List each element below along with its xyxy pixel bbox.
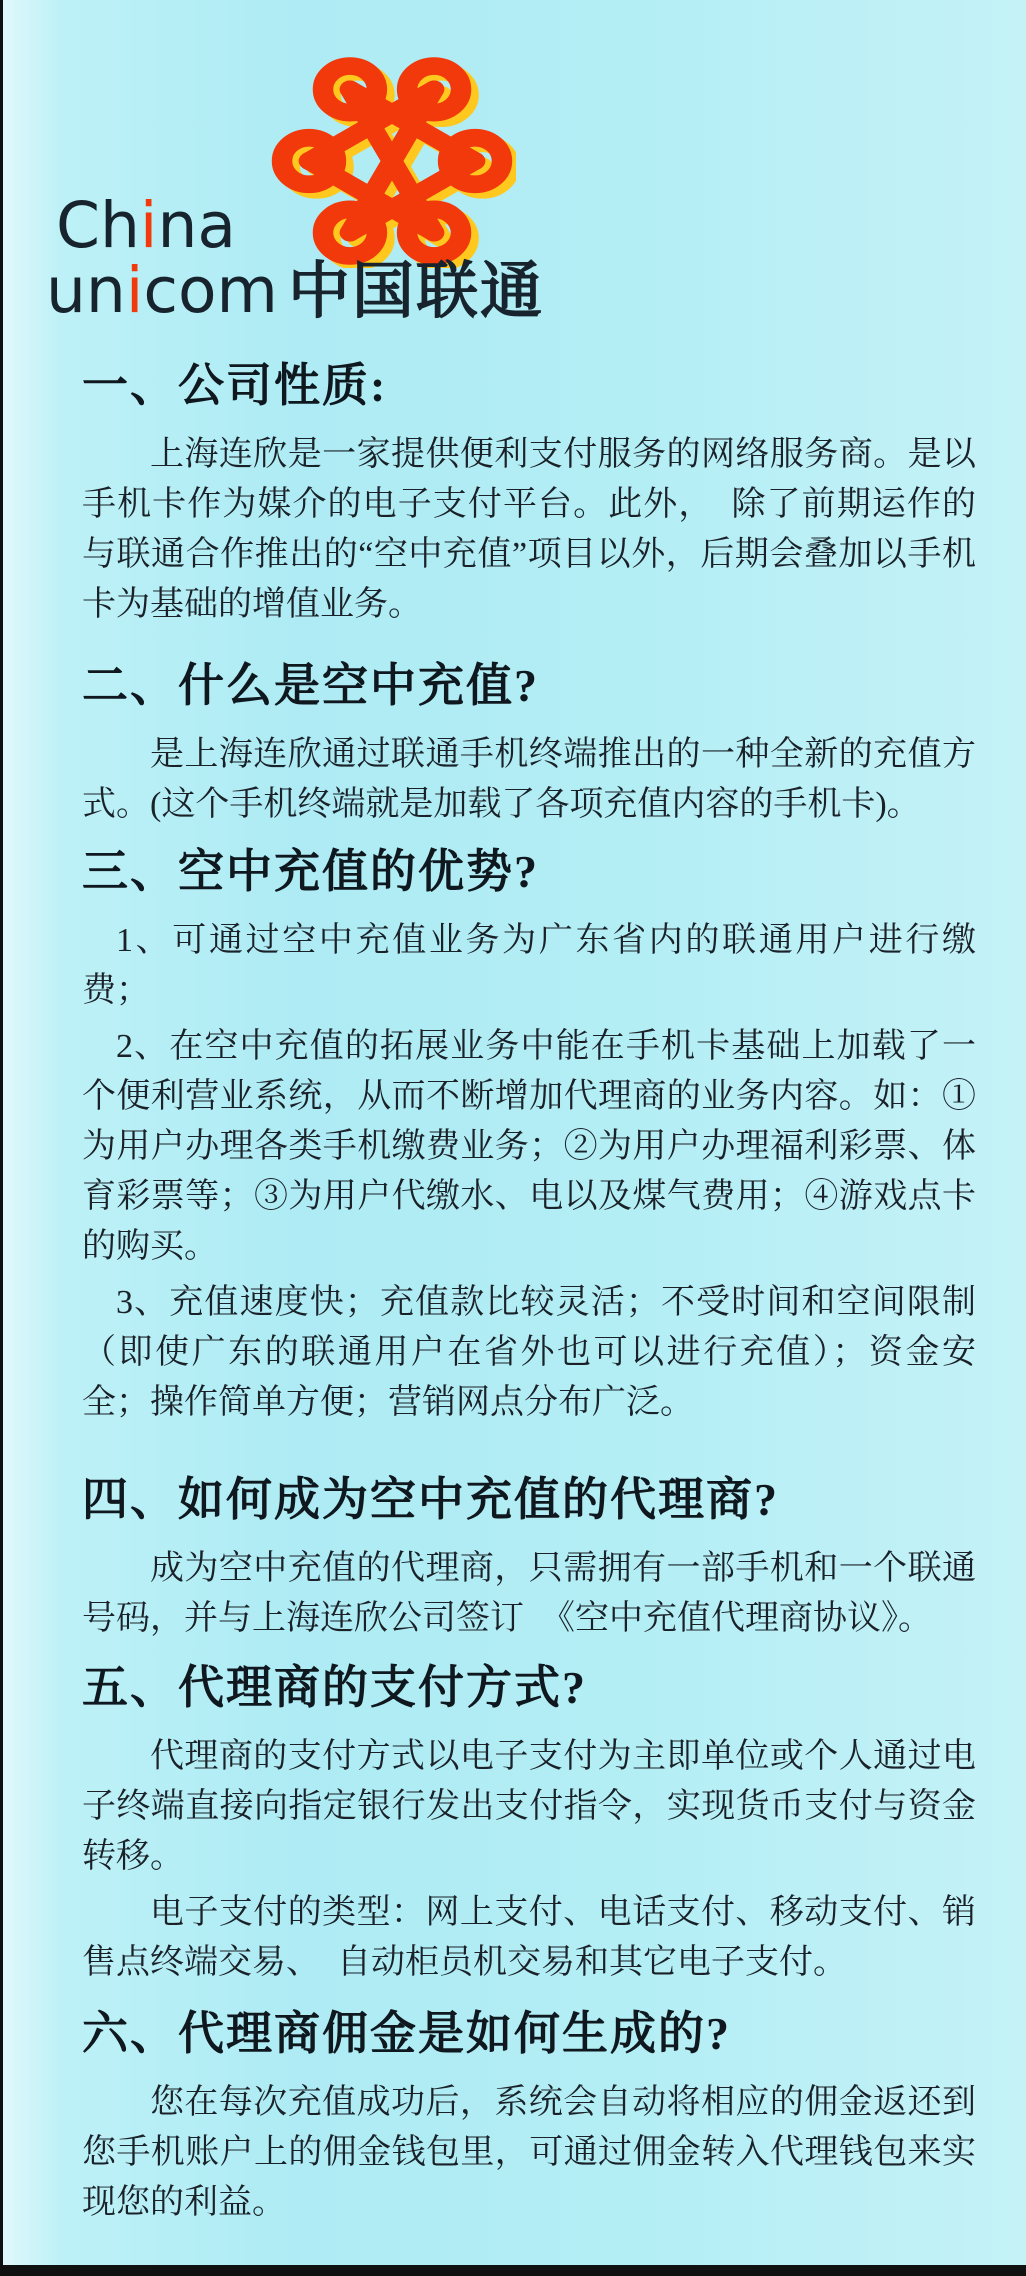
logo-text-china	[56, 189, 236, 262]
section-3-heading: 三、空中充值的优势?	[82, 846, 539, 897]
unicom-logo-header	[0, 0, 1026, 330]
logo-china-part2: na	[157, 189, 236, 262]
section-1-paragraph: 上海连欣是一家提供便利支付服务的网络服务商。是以手机卡作为媒介的电子支付平台。此外， 除了前期运作的与联通合作推出的“空中充值”项目以外，后期会叠加以手机卡为基础的增值业务。	[82, 436, 976, 623]
logo-text-unicom	[46, 254, 544, 327]
section-1-heading: 一、公司性质:	[82, 360, 388, 411]
section-5-paragraph-2: 电子支付的类型：网上支付、电话支付、移动支付、销售点终端交易、 自动柜员机交易和其它电子支付。	[82, 1894, 976, 1981]
unicom-knot-icon	[268, 54, 516, 268]
logo-china-red-i: i	[139, 189, 158, 262]
section-become-agent	[82, 1472, 976, 1644]
section-3-item-3: 3、充值速度快；充值款比较灵活；不受时间和空间限制（即使广东的联通用户在省外也可以进行充值）；资金安全；操作简单方便；营销网点分布广泛。	[82, 1284, 976, 1421]
section-commission	[82, 2006, 976, 2228]
logo-unicom-part1: un	[46, 254, 126, 327]
section-2-paragraph: 是上海连欣通过联通手机终端推出的一种全新的充值方式。(这个手机终端就是加载了各项充值内容的手机卡)。	[82, 736, 976, 823]
leaflet-content	[0, 358, 1026, 2228]
scan-left-edge	[0, 0, 3, 2276]
section-what-is-air-recharge	[82, 658, 976, 830]
scan-bottom-edge	[0, 2265, 1026, 2276]
section-5-heading: 五、代理商的支付方式?	[82, 1662, 587, 1713]
logo-china-part1: Ch	[56, 189, 140, 262]
section-4-paragraph: 成为空中充值的代理商，只需拥有一部手机和一个联通号码，并与上海连欣公司签订 《空中充值代理商协议》。	[82, 1550, 976, 1637]
section-3-item-1: 1、可通过空中充值业务为广东省内的联通用户进行缴费；	[82, 922, 976, 1009]
logo-text-chinese: 中国联通	[287, 258, 544, 326]
section-2-heading: 二、什么是空中充值?	[82, 660, 539, 711]
section-6-paragraph: 您在每次充值成功后，系统会自动将相应的佣金返还到您手机账户上的佣金钱包里，可通过佣金转入代理钱包来实现您的利益。	[82, 2084, 976, 2221]
section-4-heading: 四、如何成为空中充值的代理商?	[82, 1474, 779, 1525]
logo-unicom-red-i: i	[125, 254, 144, 327]
section-5-paragraph-1: 代理商的支付方式以电子支付为主即单位或个人通过电子终端直接向指定银行发出支付指令，实现货币支付与资金转移。	[82, 1738, 976, 1875]
section-company-nature	[82, 358, 976, 630]
section-6-heading: 六、代理商佣金是如何生成的?	[82, 2008, 731, 2059]
section-3-item-2: 2、在空中充值的拓展业务中能在手机卡基础上加载了一个便利营业系统，从而不断增加代理商的业务内容。如：①为用户办理各类手机缴费业务；②为用户办理福利彩票、体育彩票等；③为用户代缴水、电以及煤气费用；④游戏点卡的购买。	[82, 1028, 976, 1265]
section-advantages	[82, 844, 976, 1428]
section-payment-methods	[82, 1660, 976, 1988]
logo-unicom-part2: com	[143, 254, 278, 327]
